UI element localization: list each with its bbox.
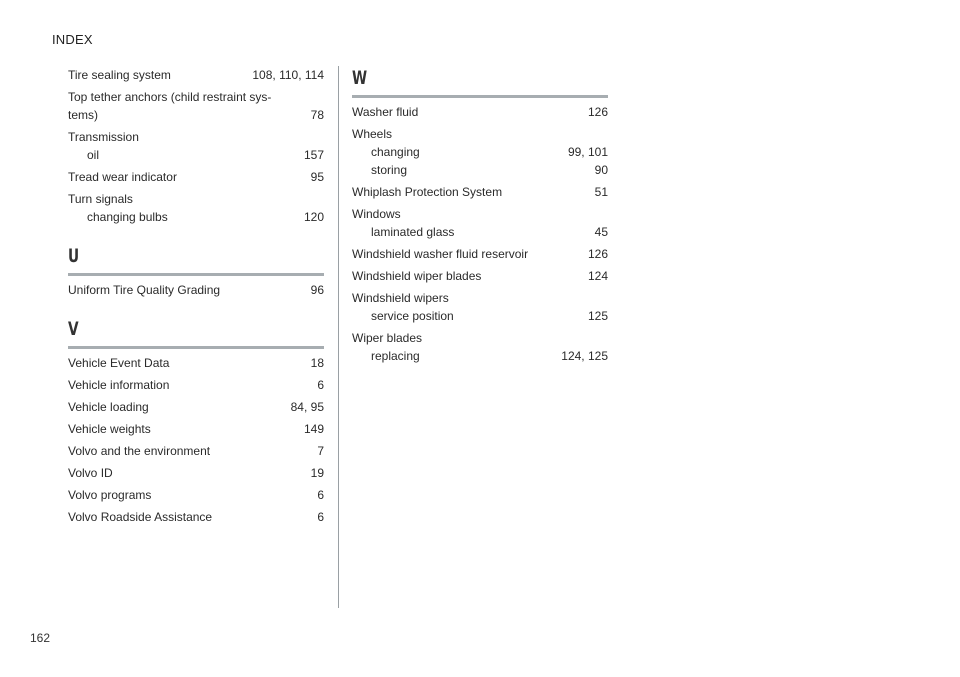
index-pages: 90 — [594, 163, 608, 177]
index-pages: 157 — [303, 148, 324, 162]
index-pages: 6 — [317, 510, 324, 524]
index-pages: 51 — [594, 185, 608, 199]
section-letter: V — [68, 318, 79, 340]
column-divider — [338, 66, 339, 608]
index-term: Transmission — [68, 130, 139, 144]
index-entry — [352, 289, 608, 307]
index-entry — [68, 88, 324, 124]
index-term: Volvo and the environment — [68, 444, 211, 458]
section-w — [352, 68, 608, 365]
index-pages: 78 — [310, 108, 324, 122]
index-entry — [68, 398, 324, 416]
index-subentry — [352, 307, 608, 325]
index-entry — [68, 442, 324, 460]
index-entry-group — [68, 190, 324, 226]
index-pages: 84, 95 — [290, 400, 324, 414]
index-pages: 95 — [310, 170, 324, 184]
index-entry — [352, 103, 608, 121]
index-term: Vehicle loading — [68, 400, 149, 414]
index-term: Wiper blades — [352, 331, 423, 345]
index-subentry — [352, 161, 608, 179]
index-entry — [68, 354, 324, 372]
index-term: Top tether anchors (child restraint sys-tems) — [68, 90, 272, 122]
index-subterm: storing — [371, 163, 408, 177]
index-pages: 125 — [587, 309, 608, 323]
index-entry — [352, 329, 608, 347]
index-entry-group — [352, 329, 608, 365]
index-subentry — [68, 208, 324, 226]
index-subterm: changing — [371, 145, 420, 159]
index-term: Volvo Roadside Assistance — [68, 510, 213, 524]
section-letter: W — [352, 67, 368, 89]
index-pages: 6 — [317, 378, 324, 392]
index-term: Uniform Tire Quality Grading — [68, 283, 221, 297]
index-entry — [68, 486, 324, 504]
index-pages: 124, 125 — [561, 349, 608, 363]
index-entry — [68, 420, 324, 438]
index-entry — [68, 190, 324, 208]
index-subterm: service position — [371, 309, 454, 323]
index-term: Windshield wiper blades — [352, 269, 482, 283]
index-pages: 126 — [587, 247, 608, 261]
index-column-right — [352, 66, 608, 369]
index-subterm: oil — [87, 148, 100, 162]
section-u — [68, 246, 324, 299]
index-term: Volvo ID — [68, 466, 113, 480]
index-entry — [352, 267, 608, 285]
index-subterm: replacing — [371, 349, 420, 363]
index-subentry — [352, 223, 608, 241]
index-entry — [68, 508, 324, 526]
section-letter: U — [68, 245, 80, 267]
index-column-left — [68, 66, 324, 530]
index-term: Volvo programs — [68, 488, 152, 502]
index-entry — [68, 168, 324, 186]
index-pages: 19 — [310, 466, 324, 480]
index-term: Turn signals — [68, 192, 133, 206]
index-pages: 96 — [310, 283, 324, 297]
index-subterm: changing bulbs — [87, 210, 168, 224]
index-term: Wheels — [352, 127, 393, 141]
index-entry — [68, 66, 324, 84]
index-pages: 45 — [594, 225, 608, 239]
index-entry-group — [352, 125, 608, 179]
page-number: 162 — [30, 631, 51, 645]
index-entry — [352, 183, 608, 201]
index-term: Washer fluid — [352, 105, 419, 119]
index-subentry — [352, 143, 608, 161]
index-entry-group — [352, 205, 608, 241]
index-term: Windshield wipers — [352, 291, 449, 305]
index-pages: 6 — [317, 488, 324, 502]
index-entry — [352, 125, 608, 143]
index-term: Tread wear indicator — [68, 170, 177, 184]
index-term: Tire sealing system — [68, 68, 171, 82]
index-pages: 108, 110, 114 — [252, 68, 324, 82]
index-term: Windows — [352, 207, 401, 221]
index-subentry — [68, 146, 324, 164]
index-entry-group — [352, 289, 608, 325]
section-v — [68, 319, 324, 526]
index-entry — [352, 205, 608, 223]
index-pages: 124 — [587, 269, 608, 283]
index-pages: 7 — [317, 444, 324, 458]
index-term: Vehicle information — [68, 378, 170, 392]
page-header-title: INDEX — [52, 32, 93, 47]
section-rule — [352, 95, 608, 98]
index-term: Whiplash Protection System — [352, 185, 503, 199]
index-term: Windshield washer fluid reservoir — [352, 247, 529, 261]
index-subterm: laminated glass — [371, 225, 455, 239]
index-entry — [352, 245, 608, 263]
index-term: Vehicle weights — [68, 422, 151, 436]
index-term: Vehicle Event Data — [68, 356, 170, 370]
section-rule — [68, 273, 324, 276]
index-subentry — [352, 347, 608, 365]
section-rule — [68, 346, 324, 349]
index-pages: 18 — [310, 356, 324, 370]
index-pages: 126 — [587, 105, 608, 119]
index-entry — [68, 281, 324, 299]
index-pages: 149 — [303, 422, 324, 436]
index-entry — [68, 464, 324, 482]
index-pages: 99, 101 — [567, 145, 608, 159]
index-entry — [68, 376, 324, 394]
index-entry — [68, 128, 324, 146]
index-pages: 120 — [303, 210, 324, 224]
index-entry-group — [68, 128, 324, 164]
